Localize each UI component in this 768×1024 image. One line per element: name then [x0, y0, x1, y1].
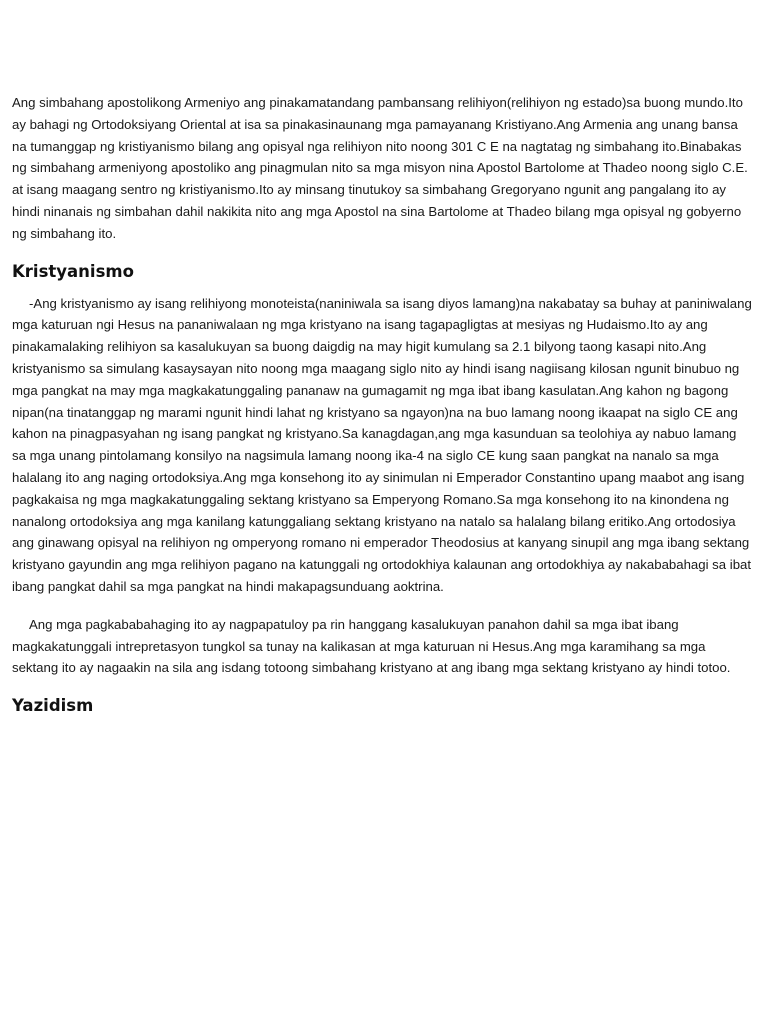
- kristyanismo-paragraph-2-text: Ang mga pagkababahaging ito ay nagpapatuloy pa rin hanggang kasalukuyan panahon dahil sa mga ibat ibang magkakatunggali intrepretasyon tungkol sa tunay na kalikasan at mga katuruan ni Hesus.Ang mga karamihang sa mga sektang ito ay nagaakin na sila ang isdang totoong simbahang kristyano at ang ibang mga sektang kristyano ay hindi totoo.: [12, 616, 731, 676]
- intro-paragraph: Ang simbahang apostolikong Armeniyo ang pinakamatandang pambansang relihiyon(relihiyon ng estado)sa buong mundo.Ito ay bahagi ng Ortodoksiyang Oriental at isa sa pinakasinaunang mga pamayanang Kristiyano.Ang Armenia ang unang bansa na tumanggap ng kristiyanismo bilang ang opisyal nga relihiyon nito noong 301 C E na nagtatag ng simbahang ito.Binabakas ng simbahang armeniyong apostoliko ang pinagmulan nito sa mga misyon nina Apostol Bartolome at Thadeo noong siglo C.E. at isang maagang sentro ng kristiyanismo.Ito ay minsang tinutukoy sa simbahang Gregoryano ngunit ang pangalang ito ay hindi ninanais ng simbahan dahil nakikita nito ang mga Apostol na sina Bartolome at Thadeo bilang mga opisyal ng gobyerno ng simbahang ito.: [12, 95, 748, 241]
- kristyanismo-paragraph-2: [12, 614, 752, 679]
- document-page: [12, 92, 752, 717]
- heading-yazidism: Yazidism: [12, 696, 94, 716]
- kristyanismo-paragraph-1: [12, 293, 752, 598]
- kristyanismo-paragraph-1-text: -Ang kristyanismo ay isang relihiyong monoteista(naniniwala sa isang diyos lamang)na nakabatay sa buhay at paniniwalang mga katuruan ngi Hesus na pananiwalaan ng mga kristyano na isang tagapagligtas at mesiyas ng Hudaismo.Ito ay ang pinakamalaking relihiyon sa kasalukuyan sa buong daigdig na may higit kumulang sa 2.1 bilyong taong kasapi nito.Ang kristyanismo sa simulang kasaysayan nito noong mga maagang siglo nito ay hindi isang nagiisang kilosan ngunit binubuo ng mga pangkat na may mga magkakatunggaling pananaw na gumagamit ng mga ibat ibang kasulatan.Ang kahon ng bagong nipan(na tinatanggap ng marami ngunit hindi lahat ng kristyano sa ngayon)na na buo lamang noong ikaapat na siglo CE ang kahon na pinagpasyahan ng isang pangkat ng kristyano.Sa kanagdagan,ang mga kasunduan sa teolohiya ay nabuo lamang sa mga unang pintolamang konsilyo na nagsimula lamang noong ika-4 na siglo CE kung saan pangkat na nanalo sa mga halalang ito ang naging ortodoksiya.Ang mga konsehong ito ay sinimulan ni Emperador Constantino upang maabot ang isang pagkakaisa ng mga magkakatunggaling sektang kristyano sa Emperyong Romano.Sa mga konsehong ito na kinondena ng nanalong ortodoksiya ang mga kanilang katunggaliang sektang kristyano na natalo sa halalang bilang eritiko.Ang ortodosiya ang ginawang opisyal na relihiyon ng omperyong romano ni emperador Theodosius at kanyang sinupil ang mga ibang sektang kristyano gayundin ang mga relihiyon pagano na katunggali ng ortodokhiya kalaunan ang ortodokhiya ay nakababahagi sa ibat ibang pangkat dahil sa mga pangkat na hindi makapagsunduang aoktrina.: [12, 295, 752, 594]
- heading-kristyanismo: Kristyanismo: [12, 261, 134, 281]
